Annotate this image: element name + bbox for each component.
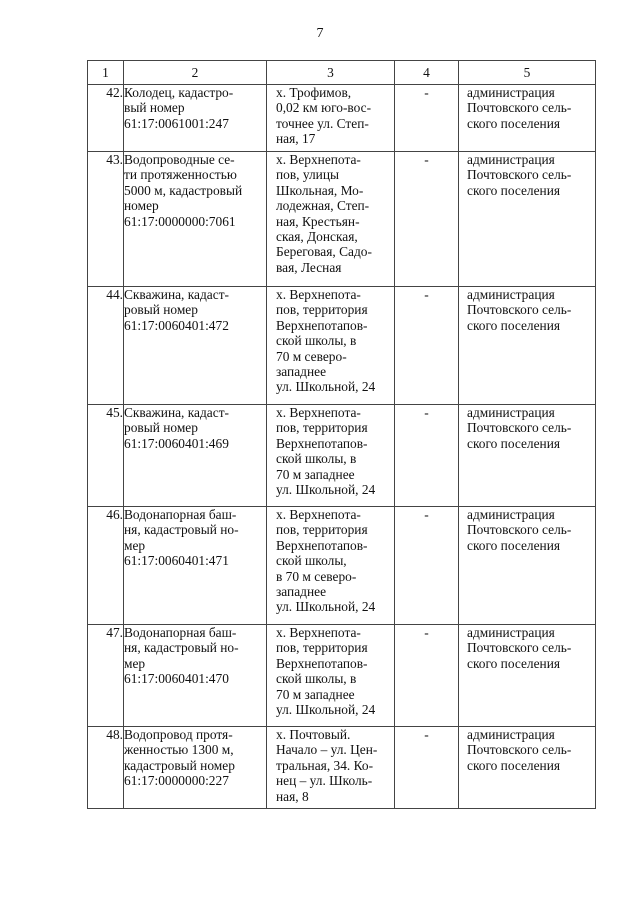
column-4-cell: -: [395, 727, 459, 809]
row-number-cell: 43.: [88, 152, 124, 287]
owner-line: администрация: [467, 727, 555, 742]
owner-line: ского поселения: [467, 757, 561, 773]
location-line: точнее ул. Степ-: [276, 115, 369, 131]
object-name-line: 61:17:0060401:469: [124, 435, 229, 451]
owner-cell: [459, 405, 596, 507]
object-name-cell: [124, 85, 267, 152]
column-header-3: 3: [267, 61, 395, 85]
owner-line: ского поселения: [467, 115, 561, 131]
location-line: западнее: [276, 364, 327, 380]
location-cell: [267, 287, 395, 405]
object-name-line: 61:17:0000000:227: [124, 773, 229, 789]
object-name-line: номер: [124, 198, 159, 214]
object-name-line: Скважина, кадаст-: [124, 405, 230, 420]
table-row: [88, 85, 596, 152]
column-4-cell: -: [395, 152, 459, 287]
object-name-line: 61:17:0061001:247: [124, 115, 229, 131]
location-line: х. Верхнепота-: [276, 507, 361, 522]
owner-line: администрация: [467, 85, 555, 100]
object-name-line: 61:17:0060401:470: [124, 671, 229, 687]
table-body: [88, 85, 596, 809]
location-cell: [267, 727, 395, 809]
location-line: ская, Донская,: [276, 229, 358, 245]
owner-line: администрация: [467, 152, 555, 167]
table-row: [88, 152, 596, 287]
owner-line: администрация: [467, 507, 555, 522]
object-name-line: ровый номер: [124, 302, 198, 318]
object-name-cell: [124, 727, 267, 809]
location-line: х. Верхнепота-: [276, 152, 361, 167]
location-line: ул. Школьной, 24: [276, 599, 376, 615]
location-line: 70 м западнее: [276, 466, 355, 482]
row-number-cell: 45.: [88, 405, 124, 507]
location-line: Школьная, Мо-: [276, 182, 364, 198]
row-number-cell: 44.: [88, 287, 124, 405]
object-name-line: 5000 м, кадастровый: [124, 182, 243, 198]
location-line: пов, территория: [276, 640, 368, 656]
object-name-cell: [124, 507, 267, 625]
owner-line: Почтовского сель-: [467, 640, 572, 656]
location-line: 70 м северо-: [276, 348, 347, 364]
location-line: ул. Школьной, 24: [276, 482, 376, 498]
location-line: Верхнепотапов-: [276, 655, 368, 671]
location-line: Начало – ул. Цен-: [276, 742, 378, 758]
owner-line: администрация: [467, 287, 555, 302]
location-cell: [267, 85, 395, 152]
object-name-line: Водонапорная баш-: [124, 507, 237, 522]
row-number-cell: 46.: [88, 507, 124, 625]
object-name-line: Водопроводные се-: [124, 152, 235, 167]
location-line: пов, территория: [276, 302, 368, 318]
object-name-cell: [124, 287, 267, 405]
table-row: [88, 287, 596, 405]
column-header-4: 4: [395, 61, 459, 85]
owner-line: ского поселения: [467, 182, 561, 198]
location-cell: [267, 405, 395, 507]
location-line: ской школы, в: [276, 333, 357, 349]
owner-line: Почтовского сель-: [467, 522, 572, 538]
location-line: пов, территория: [276, 522, 368, 538]
owner-line: Почтовского сель-: [467, 302, 572, 318]
location-line: ской школы, в: [276, 671, 357, 687]
location-line: нец – ул. Школь-: [276, 773, 373, 789]
object-name-line: Скважина, кадаст-: [124, 287, 230, 302]
location-line: ской школы,: [276, 553, 347, 569]
location-line: х. Верхнепота-: [276, 287, 361, 302]
column-4-cell: -: [395, 625, 459, 727]
column-header-5: 5: [459, 61, 596, 85]
property-registry-table: [87, 60, 596, 809]
owner-line: Почтовского сель-: [467, 100, 572, 116]
page-number: 7: [316, 26, 324, 41]
object-name-line: 61:17:0000000:7061: [124, 213, 236, 229]
column-header-2: 2: [124, 61, 267, 85]
column-4-cell: -: [395, 85, 459, 152]
location-line: Верхнепотапов-: [276, 537, 368, 553]
column-4-cell: -: [395, 405, 459, 507]
owner-line: администрация: [467, 405, 555, 420]
location-line: ная, 8: [276, 788, 309, 804]
object-name-line: Водонапорная баш-: [124, 625, 237, 640]
location-line: ная, Крестьян-: [276, 213, 360, 229]
object-name-line: ти протяженностью: [124, 167, 237, 183]
column-header-1: 1: [88, 61, 124, 85]
location-line: х. Верхнепота-: [276, 405, 361, 420]
location-line: лодежная, Степ-: [276, 198, 370, 214]
owner-cell: [459, 152, 596, 287]
location-line: х. Трофимов,: [276, 85, 352, 100]
owner-line: Почтовского сель-: [467, 167, 572, 183]
object-name-line: кадастровый номер: [124, 757, 235, 773]
owner-cell: [459, 625, 596, 727]
object-name-line: женностью 1300 м,: [124, 742, 234, 758]
location-line: 0,02 км юго-вос-: [276, 100, 372, 116]
owner-line: ского поселения: [467, 317, 561, 333]
location-cell: [267, 625, 395, 727]
location-line: Верхнепотапов-: [276, 317, 368, 333]
owner-line: Почтовского сель-: [467, 420, 572, 436]
table-row: [88, 625, 596, 727]
owner-cell: [459, 727, 596, 809]
column-4-cell: -: [395, 507, 459, 625]
object-name-line: вый номер: [124, 100, 185, 116]
object-name-line: мер: [124, 655, 146, 671]
location-cell: [267, 507, 395, 625]
location-cell: [267, 152, 395, 287]
location-line: ул. Школьной, 24: [276, 379, 376, 395]
table-row: [88, 727, 596, 809]
location-line: пов, улицы: [276, 167, 339, 183]
table-row: [88, 405, 596, 507]
location-line: Береговая, Садо-: [276, 244, 372, 260]
object-name-line: мер: [124, 537, 146, 553]
owner-cell: [459, 287, 596, 405]
owner-line: ского поселения: [467, 435, 561, 451]
owner-cell: [459, 507, 596, 625]
location-line: в 70 м северо-: [276, 568, 357, 584]
location-line: х. Верхнепота-: [276, 625, 361, 640]
location-line: западнее: [276, 584, 327, 600]
owner-line: администрация: [467, 625, 555, 640]
location-line: 70 м западнее: [276, 686, 355, 702]
object-name-line: ня, кадастровый но-: [124, 522, 239, 538]
owner-line: Почтовского сель-: [467, 742, 572, 758]
object-name-line: 61:17:0060401:471: [124, 553, 229, 569]
object-name-cell: [124, 152, 267, 287]
object-name-cell: [124, 625, 267, 727]
object-name-line: 61:17:0060401:472: [124, 317, 229, 333]
object-name-line: Колодец, кадастро-: [124, 85, 234, 100]
column-4-cell: -: [395, 287, 459, 405]
owner-line: ского поселения: [467, 655, 561, 671]
location-line: тральная, 34. Ко-: [276, 757, 374, 773]
table-row: [88, 507, 596, 625]
row-number-cell: 47.: [88, 625, 124, 727]
location-line: ная, 17: [276, 131, 316, 147]
location-line: пов, территория: [276, 420, 368, 436]
object-name-line: ровый номер: [124, 420, 198, 436]
object-name-line: Водопровод протя-: [124, 727, 233, 742]
location-line: Верхнепотапов-: [276, 435, 368, 451]
location-line: вая, Лесная: [276, 259, 342, 275]
object-name-line: ня, кадастровый но-: [124, 640, 239, 656]
row-number-cell: 42.: [88, 85, 124, 152]
location-line: х. Почтовый.: [276, 727, 351, 742]
owner-cell: [459, 85, 596, 152]
location-line: ул. Школьной, 24: [276, 702, 376, 718]
header-row: [88, 61, 596, 85]
row-number-cell: 48.: [88, 727, 124, 809]
object-name-cell: [124, 405, 267, 507]
location-line: ской школы, в: [276, 451, 357, 467]
owner-line: ского поселения: [467, 537, 561, 553]
